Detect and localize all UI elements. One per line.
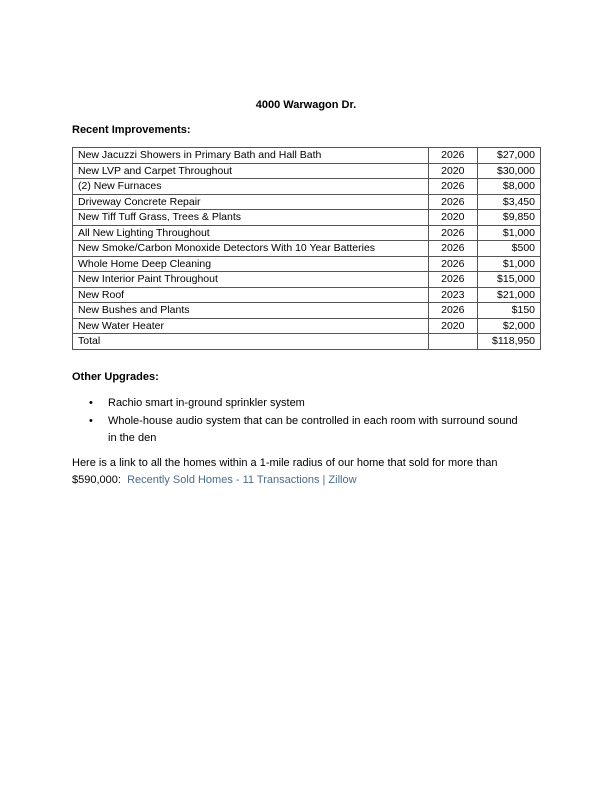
table-row [73,241,541,257]
table-row [73,194,541,210]
improvement-item: New Smoke/Carbon Monoxide Detectors With 10 Year Batteries [73,241,429,257]
upgrade-text: Whole-house audio system that can be controlled in each room with surround sound in the den [108,415,518,444]
table-row [73,179,541,195]
improvement-cost: $1,000 [477,225,540,241]
improvement-item: Driveway Concrete Repair [73,194,429,210]
improvement-cost: $2,000 [477,318,540,334]
improvement-cost: $1,000 [477,256,540,272]
improvement-item: New Interior Paint Throughout [73,272,429,288]
improvement-year: 2026 [428,241,477,257]
improvement-cost: $15,000 [477,272,540,288]
improvement-item: New Roof [73,287,429,303]
improvement-item: (2) New Furnaces [73,179,429,195]
total-row [73,334,541,350]
improvement-item: New Jacuzzi Showers in Primary Bath and Hall Bath [73,148,429,164]
improvement-cost: $27,000 [477,148,540,164]
improvement-year: 2020 [428,163,477,179]
improvement-cost: $3,450 [477,194,540,210]
table-row [73,225,541,241]
improvement-item: New LVP and Carpet Throughout [73,163,429,179]
table-row [73,256,541,272]
improvement-cost: $8,000 [477,179,540,195]
improvement-year: 2026 [428,303,477,319]
improvement-year: 2026 [428,225,477,241]
table-row [73,318,541,334]
list-item [72,413,522,447]
improvement-year: 2026 [428,179,477,195]
sold-homes-paragraph [72,455,542,489]
page-title: 4000 Warwagon Dr. [255,99,357,111]
improvement-item: New Tiff Tuff Grass, Trees & Plants [73,210,429,226]
recent-improvements-heading: Recent Improvements: [72,124,191,136]
table-row [73,210,541,226]
improvement-cost: $500 [477,241,540,257]
zillow-link[interactable]: Recently Sold Homes - 11 Transactions | Zillow [127,474,357,486]
other-upgrades-heading: Other Upgrades: [72,371,159,383]
improvement-cost: $150 [477,303,540,319]
improvement-year: 2020 [428,210,477,226]
improvement-cost: $21,000 [477,287,540,303]
table-row [73,303,541,319]
total-label: Total [73,334,429,350]
table-row [73,287,541,303]
improvement-year: 2026 [428,272,477,288]
improvement-item: All New Lighting Throughout [73,225,429,241]
improvement-item: New Water Heater [73,318,429,334]
list-item [72,395,522,412]
paragraph-text: Here is a link to all the homes within a 1-mile radius of our home that sold for more than $590,000: [72,457,498,486]
improvements-table [72,147,541,350]
bullet-icon: • [89,415,93,427]
improvement-year: 2020 [428,318,477,334]
improvement-year: 2026 [428,148,477,164]
total-year [428,334,477,350]
upgrade-text: Rachio smart in-ground sprinkler system [108,397,305,409]
improvement-item: Whole Home Deep Cleaning [73,256,429,272]
improvement-year: 2023 [428,287,477,303]
total-cost: $118,950 [477,334,540,350]
improvement-cost: $30,000 [477,163,540,179]
table-row [73,163,541,179]
improvements-table-body [73,148,541,350]
improvement-year: 2026 [428,194,477,210]
table-row [73,148,541,164]
table-row [73,272,541,288]
improvement-cost: $9,850 [477,210,540,226]
other-upgrades-list [72,395,522,448]
improvement-item: New Bushes and Plants [73,303,429,319]
bullet-icon: • [89,397,93,409]
improvement-year: 2026 [428,256,477,272]
